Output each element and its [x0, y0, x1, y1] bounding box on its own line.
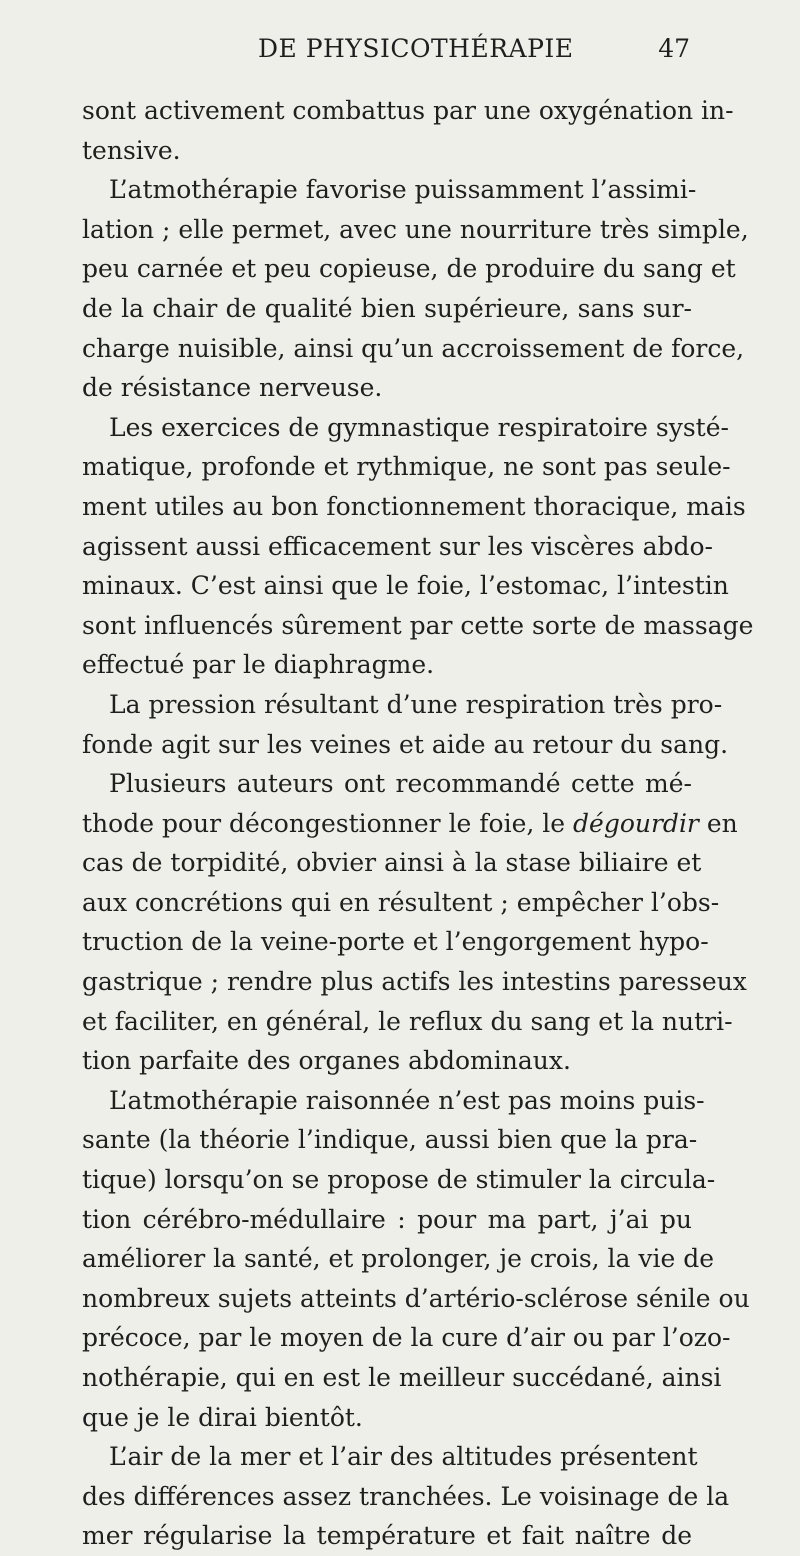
text-line	[82, 487, 746, 527]
text-line-content: nothérapie, qui en est le meilleur succédané, ainsi	[82, 1363, 722, 1392]
text-line	[82, 131, 692, 171]
text-line	[82, 408, 729, 448]
text-line	[82, 1081, 705, 1121]
text-line-content: ment utiles au bon fonctionnement thoracique, mais	[82, 491, 746, 521]
text-line-content: tensive.	[82, 135, 181, 165]
text-line-tail: en	[698, 808, 738, 838]
text-line-content: tique) lorsqu’on se propose de stimuler la circula-	[82, 1165, 716, 1195]
text-line	[82, 1516, 692, 1556]
text-line-content: aux concrétions qui en résultent ; empêcher l’obs-	[82, 887, 720, 917]
text-line	[82, 91, 734, 131]
text-line	[82, 1477, 730, 1517]
text-line	[82, 725, 729, 765]
text-line	[82, 1239, 715, 1279]
text-line	[82, 922, 709, 962]
text-line-content: améliorer la santé, et prolonger, je crois, la vie de	[82, 1244, 715, 1274]
emphasized-word: dégourdir	[573, 808, 699, 838]
text-line	[82, 962, 747, 1002]
text-line-content: de résistance nerveuse.	[82, 373, 383, 403]
text-line	[82, 170, 697, 210]
text-line	[82, 289, 692, 329]
text-line-content: et faciliter, en général, le reflux du sang et la nutri-	[82, 1006, 733, 1036]
text-line	[82, 1200, 692, 1240]
text-line-content: L’air de la mer et l’air des altitudes présentent	[109, 1442, 698, 1472]
text-line-content: nombreux sujets atteints d’artério-sclérose sénile ou	[82, 1283, 750, 1313]
text-line	[82, 329, 745, 369]
page-header	[82, 34, 690, 70]
text-line-content: fonde agit sur les veines et aide au retour du sang.	[82, 729, 729, 759]
text-line	[82, 1437, 698, 1477]
text-line-content: mer régularise la température et fait naître de	[82, 1521, 692, 1551]
text-line-content: sont activement combattus par une oxygénation in-	[82, 96, 734, 125]
text-line	[82, 1041, 692, 1081]
text-line-content: gastrique ; rendre plus actifs les intestins paresseux	[82, 967, 747, 997]
text-line	[82, 606, 754, 646]
text-line-content: sante (la théorie l’indique, aussi bien que la pra-	[82, 1125, 698, 1155]
text-line	[82, 1160, 716, 1200]
text-line-content: charge nuisible, ainsi qu’un accroissement de force,	[82, 333, 745, 363]
text-line-content: des différences assez tranchées. Le voisinage de la	[82, 1481, 730, 1511]
text-line	[82, 1398, 692, 1438]
text-line-content: lation ; elle permet, avec une nourriture très simple,	[82, 214, 749, 244]
text-line	[82, 249, 736, 289]
text-line-content: minaux. C’est ainsi que le foie, l’estomac, l’intestin	[82, 571, 729, 601]
text-line-content: sont influencés sûrement par cette sorte de massage	[82, 610, 754, 640]
page-number: 47	[658, 34, 690, 63]
text-line-content: précoce, par le moyen de la cure d’air ou par l’ozo-	[82, 1323, 731, 1353]
text-line-content: tion cérébro-médullaire : pour ma part, j’ai pu	[82, 1204, 692, 1234]
text-line-content: La pression résultant d’une respiration très pro-	[109, 689, 723, 719]
text-line-content: agissent aussi efficacement sur les viscères abdo-	[82, 531, 713, 561]
text-line-content: tion parfaite des organes abdominaux.	[82, 1046, 571, 1076]
text-line	[82, 843, 702, 883]
text-line	[82, 210, 749, 250]
text-line-content: Plusieurs auteurs ont recommandé cette mé-	[109, 769, 692, 799]
text-line	[82, 447, 731, 487]
text-line	[82, 1002, 733, 1042]
text-line-content: cas de torpidité, obvier ainsi à la stase biliaire et	[82, 848, 702, 878]
text-line-content: effectué par le diaphragme.	[82, 650, 435, 680]
text-line	[82, 685, 723, 725]
text-line	[82, 368, 692, 408]
text-line	[82, 566, 729, 606]
text-line-content: thode pour décongestionner le foie, le	[82, 808, 574, 838]
text-line-content: matique, profonde et rythmique, ne sont pas seule-	[82, 452, 731, 482]
text-line	[82, 645, 692, 685]
text-line	[82, 883, 720, 923]
text-line	[82, 1279, 750, 1319]
body-text	[82, 91, 754, 1556]
text-line	[82, 1318, 731, 1358]
text-line	[82, 527, 713, 567]
text-line	[82, 1120, 698, 1160]
text-line-content: L’atmothérapie raisonnée n’est pas moins puis-	[109, 1085, 705, 1115]
text-line-content: Les exercices de gymnastique respiratoire systé-	[109, 412, 729, 442]
text-line-content: L’atmothérapie favorise puissamment l’assimi-	[109, 175, 697, 205]
text-line	[82, 1358, 722, 1398]
text-line-content: que je le dirai bientôt.	[82, 1402, 363, 1432]
text-line	[82, 764, 692, 804]
text-line-content: peu carnée et peu copieuse, de produire du sang et	[82, 254, 736, 284]
text-line	[82, 804, 738, 844]
running-title: DE PHYSICOTHÉRAPIE	[258, 34, 574, 63]
text-line-content: truction de la veine-porte et l’engorgement hypo-	[82, 927, 709, 957]
text-line-content: de la chair de qualité bien supérieure, sans sur-	[82, 293, 692, 323]
